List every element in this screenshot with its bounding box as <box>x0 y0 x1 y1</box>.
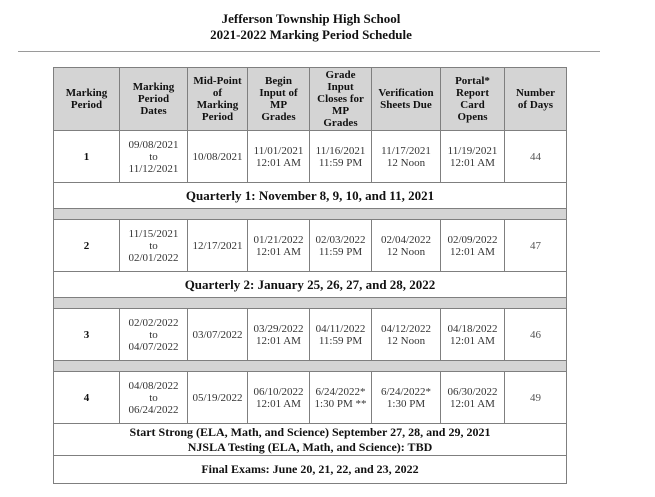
final-exams-note: Final Exams: June 20, 21, 22, and 23, 2022 <box>54 456 567 484</box>
col-header-days: Number of Days <box>505 68 567 131</box>
period-dates: 04/08/2022 to 06/24/2022 <box>120 372 188 424</box>
period-number: 4 <box>54 372 120 424</box>
quarterly-banner-row <box>54 183 567 209</box>
col-header-period-dates: Marking Period Dates <box>120 68 188 131</box>
period-dates: 02/02/2022 to 04/07/2022 <box>120 309 188 361</box>
begin-input: 11/01/2021 12:01 AM <box>248 131 310 183</box>
col-header-midpoint: Mid-Point of Marking Period <box>188 68 248 131</box>
njsla-note: NJSLA Testing (ELA, Math, and Science): TBD <box>187 439 433 454</box>
input-closes: 02/03/2022 11:59 PM <box>310 220 372 272</box>
begin-input: 06/10/2022 12:01 AM <box>248 372 310 424</box>
table-row <box>54 220 567 272</box>
number-of-days: 47 <box>505 220 567 272</box>
col-header-marking-period: Marking Period <box>54 68 120 131</box>
table-row <box>54 309 567 361</box>
begin-input: 03/29/2022 12:01 AM <box>248 309 310 361</box>
midpoint-date: 03/07/2022 <box>188 309 248 361</box>
portal-opens: 02/09/2022 12:01 AM <box>441 220 505 272</box>
separator-row <box>54 298 567 309</box>
separator-row <box>54 361 567 372</box>
verification-due: 02/04/2022 12 Noon <box>372 220 441 272</box>
separator <box>54 298 567 309</box>
period-number: 1 <box>54 131 120 183</box>
testing-notes <box>54 424 567 456</box>
header-row <box>54 68 567 131</box>
period-number: 3 <box>54 309 120 361</box>
schedule-table <box>53 67 567 484</box>
input-closes: 04/11/2022 11:59 PM <box>310 309 372 361</box>
footer-row <box>54 456 567 484</box>
col-header-input-closes: Grade Input Closes for MP Grades <box>310 68 372 131</box>
verification-due: 11/17/2021 12 Noon <box>372 131 441 183</box>
footer-row <box>54 424 567 456</box>
portal-opens: 11/19/2021 12:01 AM <box>441 131 505 183</box>
start-strong-note: Start Strong (ELA, Math, and Science) September 27, 28, and 29, 2021 <box>129 424 491 439</box>
school-title: Jefferson Township High School <box>221 11 401 26</box>
midpoint-date: 05/19/2022 <box>188 372 248 424</box>
quarterly-banner-row <box>54 272 567 298</box>
col-header-verification: Verification Sheets Due <box>372 68 441 131</box>
verification-due: 6/24/2022* 1:30 PM <box>372 372 441 424</box>
midpoint-date: 12/17/2021 <box>188 220 248 272</box>
separator <box>54 209 567 220</box>
col-header-portal: Portal* Report Card Opens <box>441 68 505 131</box>
period-dates: 09/08/2021 to 11/12/2021 <box>120 131 188 183</box>
input-closes: 11/16/2021 11:59 PM <box>310 131 372 183</box>
portal-opens: 04/18/2022 12:01 AM <box>441 309 505 361</box>
quarterly-2-banner: Quarterly 2: January 25, 26, 27, and 28, 2022 <box>54 272 567 298</box>
quarterly-1-banner: Quarterly 1: November 8, 9, 10, and 11, 2021 <box>54 183 567 209</box>
period-number: 2 <box>54 220 120 272</box>
midpoint-date: 10/08/2021 <box>188 131 248 183</box>
portal-opens: 06/30/2022 12:01 AM <box>441 372 505 424</box>
input-closes: 6/24/2022* 1:30 PM ** <box>310 372 372 424</box>
col-header-begin-input: Begin Input of MP Grades <box>248 68 310 131</box>
number-of-days: 46 <box>505 309 567 361</box>
separator <box>54 361 567 372</box>
schedule-subtitle: 2021-2022 Marking Period Schedule <box>210 27 412 42</box>
verification-due: 04/12/2022 12 Noon <box>372 309 441 361</box>
table-row <box>54 131 567 183</box>
begin-input: 01/21/2022 12:01 AM <box>248 220 310 272</box>
period-dates: 11/15/2021 to 02/01/2022 <box>120 220 188 272</box>
title-divider <box>18 51 600 52</box>
number-of-days: 49 <box>505 372 567 424</box>
table-row <box>54 372 567 424</box>
separator-row <box>54 209 567 220</box>
number-of-days: 44 <box>505 131 567 183</box>
